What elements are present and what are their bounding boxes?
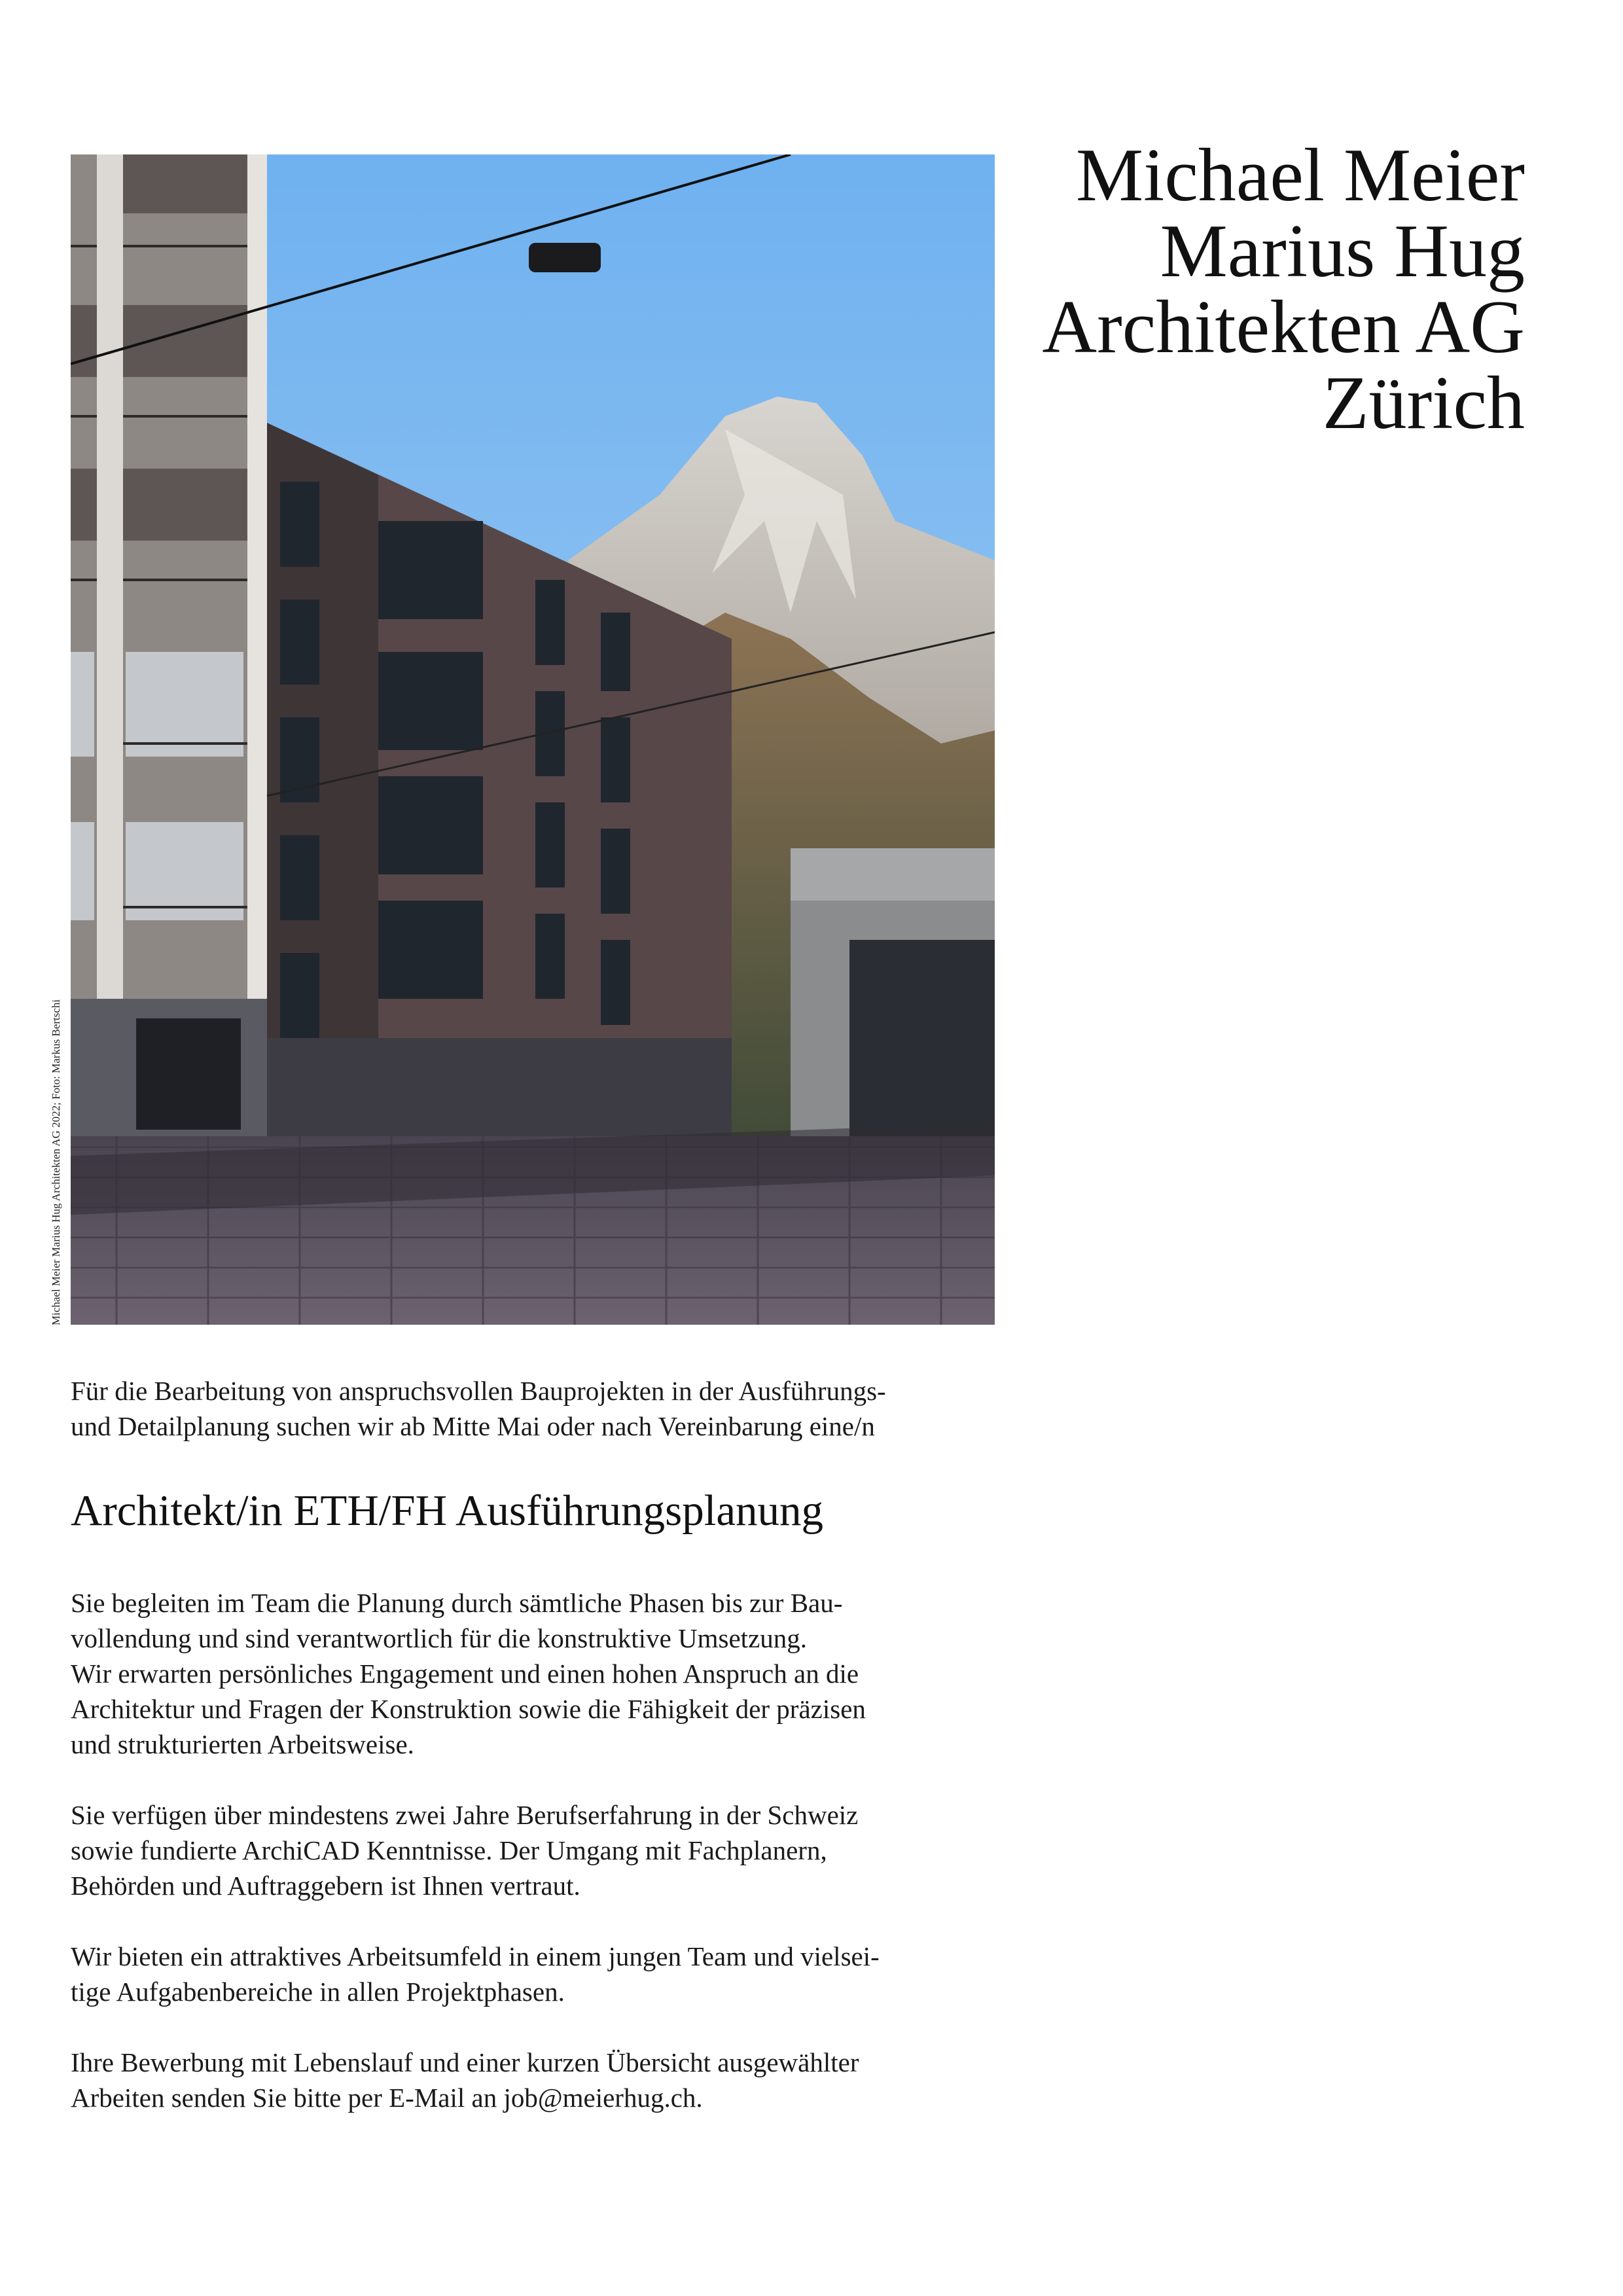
firm-name-line-3: Architekten AG [1042,285,1525,369]
intro-line: Für die Bearbeitung von anspruchsvollen Bauprojekten in der Ausführungs- [71,1376,886,1406]
paragraph-offer [71,1939,1013,2009]
job-title: Architekt/in ETH/FH Ausführungsplanung [71,1486,824,1535]
paragraph-line: Wir bieten ein attraktives Arbeitsumfeld in einem jungen Team und vielsei- [71,1941,880,1971]
paragraph-line: Ihre Bewerbung mit Lebenslauf und einer kurzen Übersicht ausgewählter [71,2047,859,2077]
photo-credit: Michael Meier Marius Hug Architekten AG 2022; Foto: Markus Bertschi [50,999,62,1325]
paragraph-role [71,1585,1013,1762]
left-building-column [247,154,267,1136]
paragraph-line: Architektur und Fragen der Konstruktion sowie die Fähigkeit der präzisen [71,1694,866,1724]
paragraph-application [71,2045,1013,2115]
job-posting-text [71,1373,1013,2151]
paragraph-line: Sie verfügen über mindestens zwei Jahre Berufserfahrung in der Schweiz [71,1800,859,1830]
paragraph-line: tige Aufgabenbereiche in allen Projektphasen. [71,1977,565,2007]
paragraph-line: vollendung und sind verantwortlich für die konstruktive Umsetzung. [71,1623,808,1653]
pavilion-roof [791,848,995,901]
street-lamp [529,243,601,272]
firm-name-line-2: Marius Hug [1160,209,1525,293]
paragraph-requirements [71,1797,1013,1903]
left-building-column [97,154,123,1136]
intro-paragraph [71,1373,1013,1444]
paragraph-line: Behörden und Auftraggebern ist Ihnen vertraut. [71,1871,580,1901]
middle-building-ground [267,1038,732,1136]
intro-line: und Detailplanung suchen wir ab Mitte Mai oder nach Vereinbarung eine/n [71,1411,875,1441]
architecture-photo [71,154,995,1325]
paragraph-line: Sie begleiten im Team die Planung durch sämtliche Phasen bis zur Bau- [71,1588,843,1618]
paragraph-line: Wir erwarten persönliches Engagement und einen hohen Anspruch an die [71,1659,859,1689]
firm-name [1042,134,1525,445]
paragraph-line: Arbeiten senden Sie bitte per E-Mail an job@meierhug.ch. [71,2083,703,2113]
paragraph-line: sowie fundierte ArchiCAD Kenntnisse. Der Umgang mit Fachplanern, [71,1835,827,1865]
pavilion-glass [849,940,995,1136]
photo-illustration [71,154,995,1325]
firm-name-line-1: Michael Meier [1075,134,1525,217]
paragraph-line: und strukturierten Arbeitsweise. [71,1729,414,1759]
firm-name-line-4: Zürich [1322,361,1525,445]
shop-window [136,1018,241,1130]
